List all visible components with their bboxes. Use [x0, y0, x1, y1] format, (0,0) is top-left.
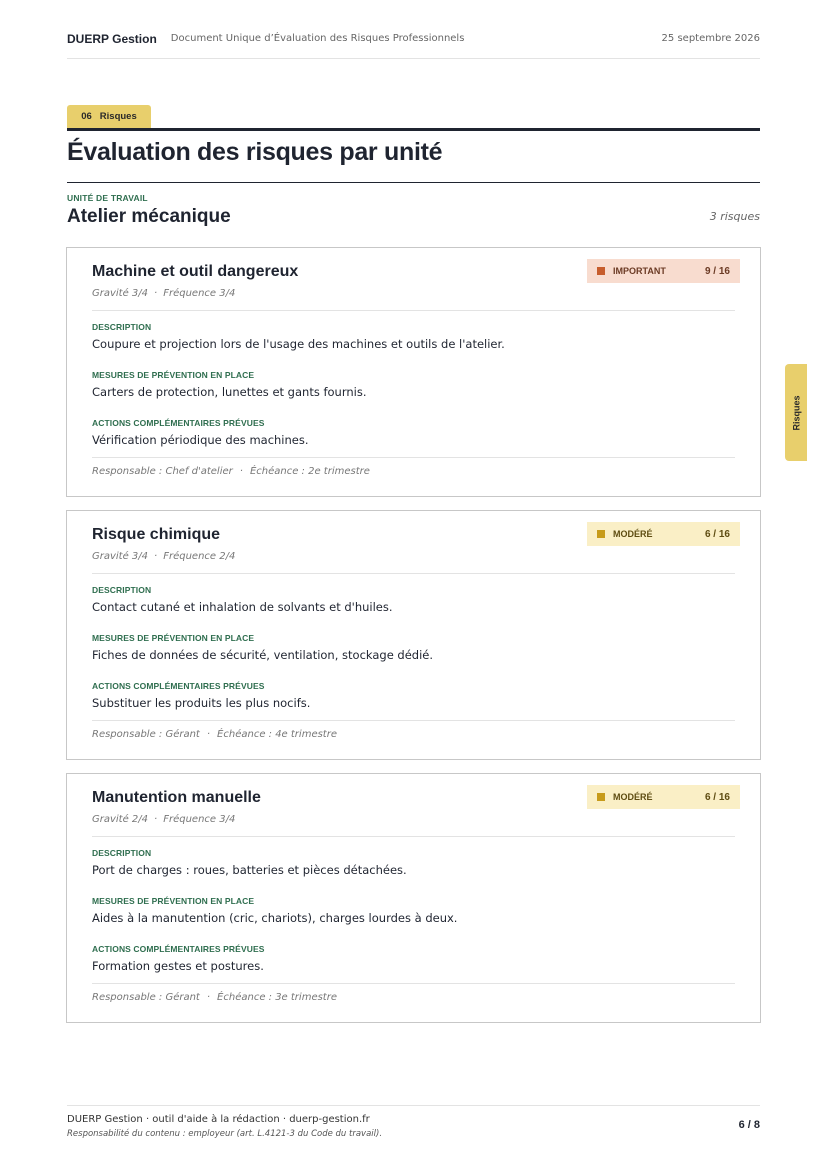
measures-label: MESURES DE PRÉVENTION EN PLACE [92, 633, 255, 643]
level-square-icon [597, 267, 605, 275]
actions-label: ACTIONS COMPLÉMENTAIRES PRÉVUES [92, 944, 265, 954]
risk-card [66, 247, 761, 497]
deadline: Échéance : 4e trimestre [217, 729, 337, 740]
risk-ratings: Gravité 3/4 · Fréquence 2/4 [92, 551, 236, 562]
section-tab [67, 105, 151, 128]
risk-score: 6 / 16 [704, 528, 730, 540]
description-label: DESCRIPTION [92, 848, 152, 858]
unit-name: Atelier mécanique [67, 206, 231, 227]
risk-level: IMPORTANT [613, 266, 666, 276]
frequency-rating: Fréquence 3/4 [163, 288, 236, 299]
measures-text: Carters de protection, lunettes et gants fournis. [92, 385, 367, 399]
risk-footer: Responsable : Chef d'atelier · Échéance : 2e trimestre [92, 466, 370, 477]
side-tab-label: Risques [791, 394, 802, 431]
responsible: Responsable : Gérant [92, 992, 200, 1003]
risk-card [66, 773, 761, 1023]
card-divider [92, 310, 735, 311]
unit-label: UNITÉ DE TRAVAIL [67, 193, 148, 203]
risk-ratings: Gravité 3/4 · Fréquence 3/4 [92, 288, 236, 299]
risk-ratings: Gravité 2/4 · Fréquence 3/4 [92, 814, 236, 825]
risk-level-badge [587, 259, 740, 283]
gravity-rating: Gravité 3/4 [92, 551, 149, 562]
page-number: 6 / 8 [738, 1119, 760, 1131]
risk-level: MODÉRÉ [613, 792, 653, 802]
card-divider [92, 836, 735, 837]
actions-label: ACTIONS COMPLÉMENTAIRES PRÉVUES [92, 418, 265, 428]
footer-legal-note: Responsabilité du contenu : employeur (art. L.4121-3 du Code du travail). [67, 1129, 383, 1139]
risk-footer: Responsable : Gérant · Échéance : 4e trimestre [92, 729, 337, 740]
document-date: 25 septembre 2026 [661, 33, 760, 44]
deadline: Échéance : 3e trimestre [217, 992, 337, 1003]
level-square-icon [597, 530, 605, 538]
measures-text: Aides à la manutention (cric, chariots), charges lourdes à deux. [92, 911, 458, 925]
actions-text: Formation gestes et postures. [92, 959, 264, 973]
title-rule [67, 182, 760, 183]
risk-level-badge [587, 522, 740, 546]
risk-level-badge [587, 785, 740, 809]
gravity-rating: Gravité 3/4 [92, 288, 149, 299]
risk-card [66, 510, 761, 760]
measures-text: Fiches de données de sécurité, ventilation, stockage dédié. [92, 648, 434, 662]
deadline: Échéance : 2e trimestre [249, 466, 370, 477]
measures-label: MESURES DE PRÉVENTION EN PLACE [92, 370, 255, 380]
card-divider [92, 573, 735, 574]
frequency-rating: Fréquence 2/4 [163, 551, 236, 562]
actions-text: Substituer les produits les plus nocifs. [92, 696, 311, 710]
description-text: Port de charges : roues, batteries et pièces détachées. [92, 863, 407, 877]
risk-score: 6 / 16 [704, 791, 730, 803]
measures-label: MESURES DE PRÉVENTION EN PLACE [92, 896, 255, 906]
footer-credit: DUERP Gestion · outil d'aide à la rédaction · duerp-gestion.fr [67, 1114, 370, 1125]
page-title: Évaluation des risques par unité [67, 138, 443, 166]
risk-title: Manutention manuelle [92, 789, 261, 806]
description-text: Coupure et projection lors de l'usage des machines et outils de l'atelier. [92, 337, 505, 351]
brand-name: DUERP Gestion [67, 32, 157, 46]
description-text: Contact cutané et inhalation de solvants et d'huiles. [92, 600, 393, 614]
actions-label: ACTIONS COMPLÉMENTAIRES PRÉVUES [92, 681, 265, 691]
actions-text: Vérification périodique des machines. [92, 433, 309, 447]
page-header [67, 32, 760, 59]
description-label: DESCRIPTION [92, 322, 152, 332]
risk-score: 9 / 16 [704, 265, 730, 277]
frequency-rating: Fréquence 3/4 [163, 814, 236, 825]
section-number: 06 [81, 111, 92, 122]
card-divider [92, 983, 735, 984]
responsible: Responsable : Gérant [92, 729, 200, 740]
gravity-rating: Gravité 2/4 [92, 814, 149, 825]
section-rule [67, 128, 760, 131]
side-section-tab[interactable] [785, 364, 807, 461]
risk-count: 3 risques [709, 210, 760, 223]
risk-title: Machine et outil dangereux [92, 263, 299, 280]
footer-rule [67, 1105, 760, 1106]
document-title: Document Unique d’Évaluation des Risques Professionnels [170, 33, 465, 44]
risk-title: Risque chimique [92, 526, 221, 543]
responsible: Responsable : Chef d'atelier [92, 466, 233, 477]
risk-footer: Responsable : Gérant · Échéance : 3e trimestre [92, 992, 337, 1003]
level-square-icon [597, 793, 605, 801]
card-divider [92, 457, 735, 458]
section-name: Risques [99, 111, 137, 122]
card-divider [92, 720, 735, 721]
risk-level: MODÉRÉ [613, 529, 653, 539]
description-label: DESCRIPTION [92, 585, 152, 595]
